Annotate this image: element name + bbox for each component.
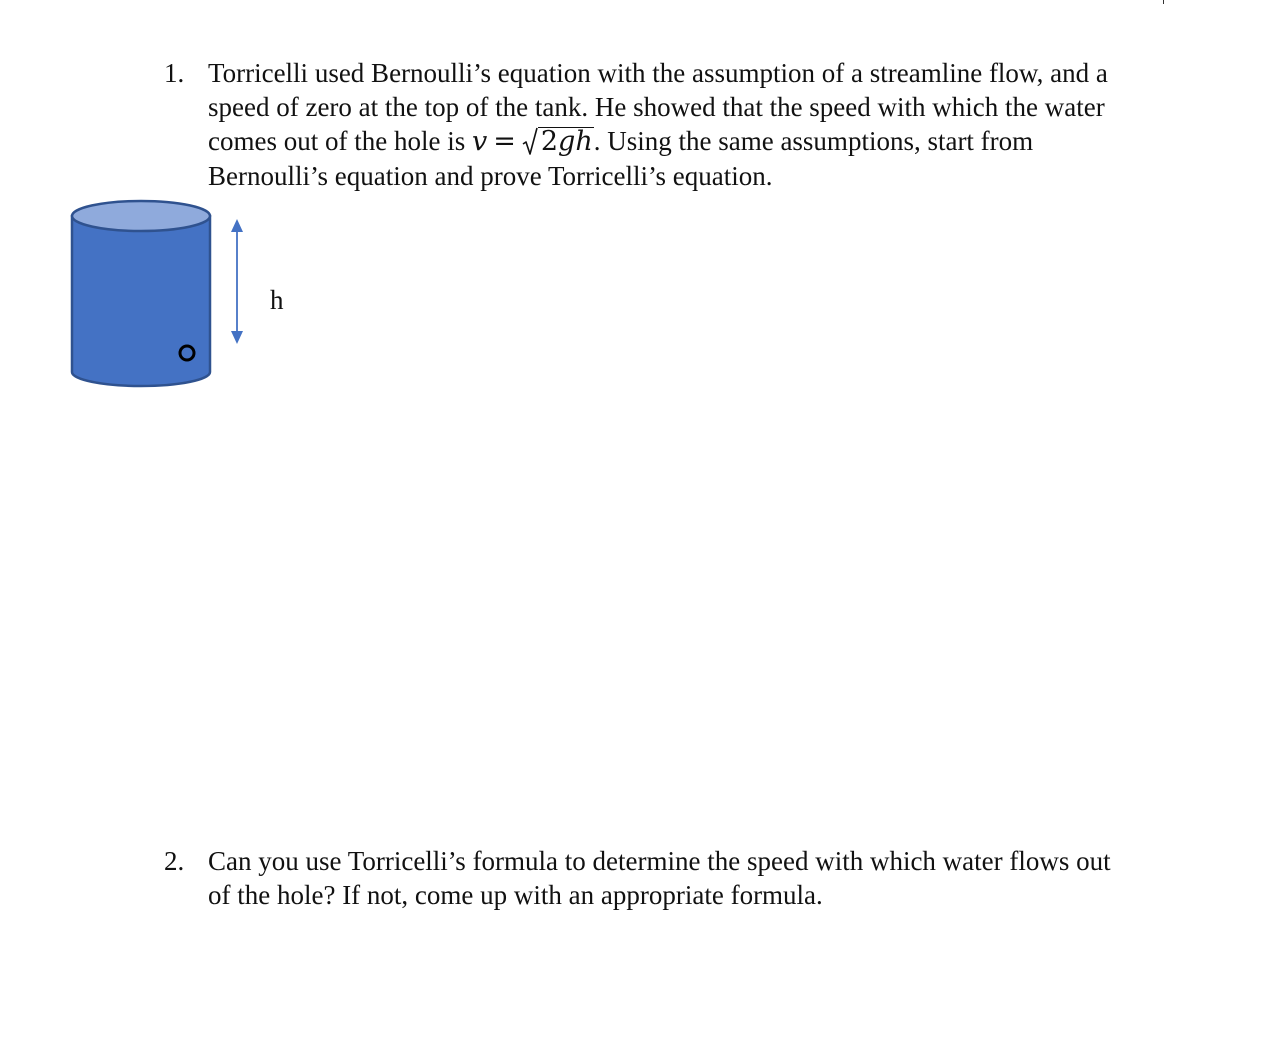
question-1-line-3 [208, 124, 1248, 159]
question-1-line-1: Torricelli used Bernoulli’s equation with the assumption of a streamline flow, and a [208, 58, 1108, 88]
question-2-line-2: of the hole? If not, come up with an appropriate formula. [208, 880, 823, 910]
tank-top-surface [72, 201, 210, 231]
formula-equals: = [493, 126, 516, 157]
question-2-line-1: Can you use Torricelli’s formula to determine the speed with which water flows out [208, 846, 1111, 876]
radical-sign-icon [522, 127, 538, 157]
radicand-variables: gh [558, 126, 593, 157]
tank-hole [180, 346, 194, 360]
formula-v: v [471, 126, 488, 157]
question-1-line-3-start: comes out of the hole is [208, 126, 472, 156]
question-1-line-2: speed of zero at the top of the tank. He showed that the speed with which the water [208, 92, 1105, 122]
height-arrow-icon [231, 219, 243, 344]
radicand [538, 127, 594, 156]
radicand-number: 2 [540, 126, 559, 157]
question-1-line-3-end: Using the same assumptions, start from [600, 126, 1034, 156]
question-1-line-4: Bernoulli’s equation and prove Torricelli’s equation. [208, 161, 773, 191]
question-1-number: 1. [164, 58, 185, 88]
torricelli-formula [472, 126, 601, 156]
question-1-text [208, 56, 1248, 193]
question-2-text [208, 844, 1248, 912]
formula-period: . [593, 126, 601, 156]
square-root [522, 124, 594, 158]
page-edge-mark [1163, 0, 1164, 4]
height-label: h [270, 285, 284, 315]
question-2-number: 2. [164, 846, 185, 876]
